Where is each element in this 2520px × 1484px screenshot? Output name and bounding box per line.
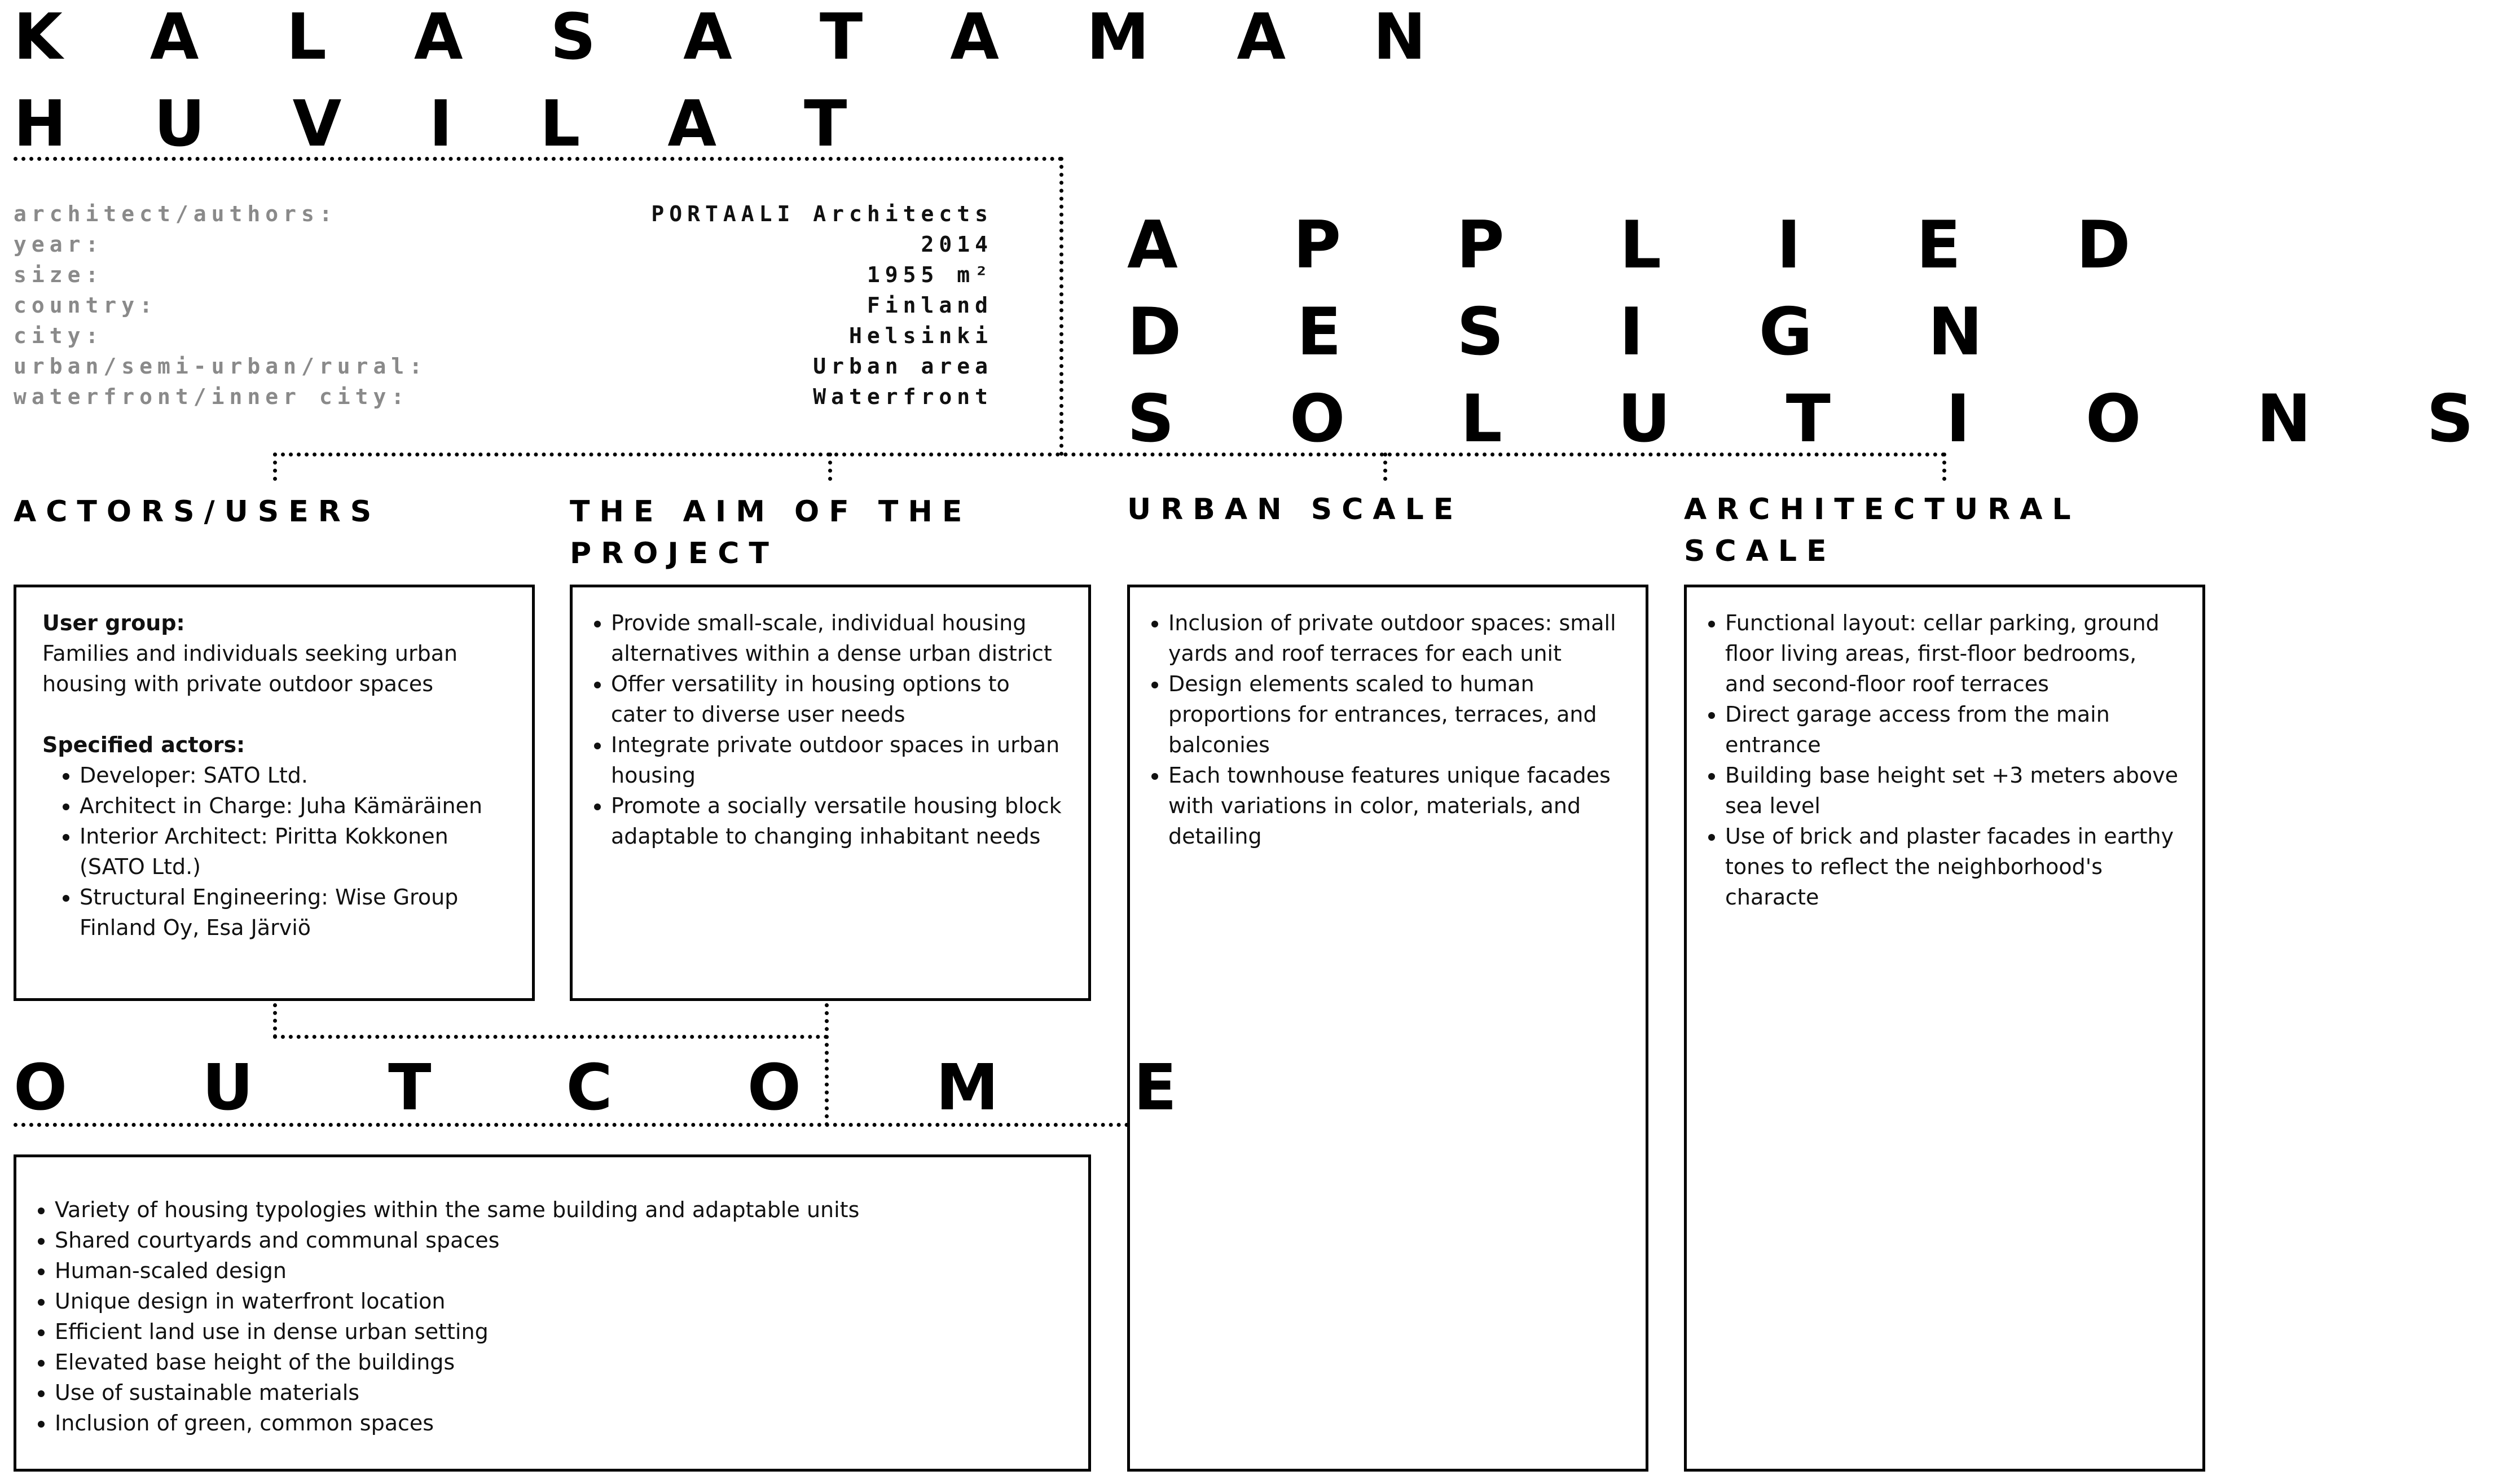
urban-heading: URBAN SCALE — [1127, 493, 1463, 526]
list-item: • Inclusion of private outdoor spaces: small yards and roof terraces for each unit — [1168, 608, 1623, 669]
architectural-box — [1684, 585, 2205, 1472]
info-value-urban: Urban area — [813, 354, 993, 379]
info-label-urban: urban/semi-urban/rural: — [14, 354, 428, 379]
outcome-list — [17, 1195, 1066, 1438]
aim-list — [574, 608, 1066, 851]
list-item: • Unique design in waterfront location — [55, 1286, 1066, 1316]
connector-line — [1942, 453, 1946, 481]
info-label-city: city: — [14, 323, 104, 348]
actors-heading: ACTORS/USERS — [14, 495, 381, 529]
outcome-heading: O U T C O M E — [14, 1051, 1233, 1125]
aim-heading: THE AIM OF THE PROJECT — [570, 495, 972, 570]
connector-line — [273, 1035, 828, 1039]
specified-actors-label: Specified actors: — [42, 732, 245, 757]
list-item: • Direct garage access from the main entrance — [1725, 699, 2182, 760]
info-value-size: 1955 m² — [867, 262, 993, 287]
list-item: • Architect in Charge: Juha Kämäräinen — [80, 791, 509, 821]
user-group-label: User group: — [42, 611, 185, 635]
connector-line — [14, 157, 1063, 161]
info-label-year: year: — [14, 232, 104, 257]
list-item: • Variety of housing typologies within the same building and adaptable units — [55, 1195, 1066, 1225]
list-item: • Offer versatility in housing options to cater to diverse user needs — [611, 669, 1066, 730]
list-item: • Inclusion of green, common spaces — [55, 1408, 1066, 1438]
info-value-city: Helsinki — [848, 323, 993, 348]
list-item: • Design elements scaled to human proportions for entrances, terraces, and balconies — [1168, 669, 1623, 760]
actors-box — [14, 585, 535, 1001]
info-label-architect: architect/authors: — [14, 201, 337, 226]
project-title-line-1: K A L A S A T A M A N — [14, 1, 1459, 74]
list-item: • Developer: SATO Ltd. — [80, 760, 509, 791]
info-label-waterfront: waterfront/inner city: — [14, 384, 410, 409]
list-item: • Functional layout: cellar parking, ground floor living areas, first-floor bedrooms, and second-floor roof terraces — [1725, 608, 2182, 699]
list-item: • Provide small-scale, individual housing alternatives within a dense urban district — [611, 608, 1066, 669]
architectural-list — [1688, 608, 2182, 912]
list-item: • Elevated base height of the buildings — [55, 1347, 1066, 1377]
list-item: • Interior Architect: Piritta Kokkonen (SATO Ltd.) — [80, 821, 509, 882]
architectural-heading: ARCHITECTURAL SCALE — [1684, 493, 2081, 568]
connector-line — [273, 1003, 277, 1038]
info-label-country: country: — [14, 293, 158, 318]
list-item: • Efficient land use in dense urban setting — [55, 1316, 1066, 1347]
list-item: • Structural Engineering: Wise Group Finland Oy, Esa Järviö — [80, 882, 509, 943]
connector-line — [1383, 453, 1387, 481]
info-value-architect: PORTAALI Architects — [651, 201, 993, 226]
project-title-line-2: H U V I L A T — [14, 87, 880, 161]
applied-heading-line-2: D E S I G N — [1127, 294, 2029, 370]
info-value-waterfront: Waterfront — [813, 384, 993, 409]
list-item: • Use of brick and plaster facades in earthy tones to reflect the neighborhood's characte — [1725, 821, 2182, 912]
list-item: • Human-scaled design — [55, 1255, 1066, 1286]
info-value-country: Finland — [867, 293, 993, 318]
list-item: • Promote a socially versatile housing block adaptable to changing inhabitant needs — [611, 791, 1066, 851]
urban-list — [1131, 608, 1623, 851]
outcome-box — [14, 1154, 1091, 1472]
specified-actors-list — [42, 760, 509, 943]
list-item: • Integrate private outdoor spaces in urban housing — [611, 730, 1066, 791]
user-group-text: Families and individuals seeking urban housing with private outdoor spaces — [42, 641, 458, 696]
info-label-size: size: — [14, 262, 104, 287]
aim-box — [570, 585, 1091, 1001]
list-item: • Each townhouse features unique facades with variations in color, materials, and detailing — [1168, 760, 1623, 851]
list-item: • Use of sustainable materials — [55, 1377, 1066, 1408]
info-value-year: 2014 — [921, 232, 993, 257]
connector-line — [1059, 157, 1063, 456]
list-item: • Building base height set +3 meters above sea level — [1725, 760, 2182, 821]
connector-line — [273, 453, 277, 481]
list-item: • Shared courtyards and communal spaces — [55, 1225, 1066, 1255]
connector-line — [273, 453, 1946, 456]
urban-box — [1127, 585, 1648, 1472]
applied-heading-line-3: S O L U T I O N S — [1127, 381, 2520, 457]
connector-line — [828, 453, 832, 481]
applied-heading-line-1: A P P L I E D — [1127, 207, 2177, 283]
